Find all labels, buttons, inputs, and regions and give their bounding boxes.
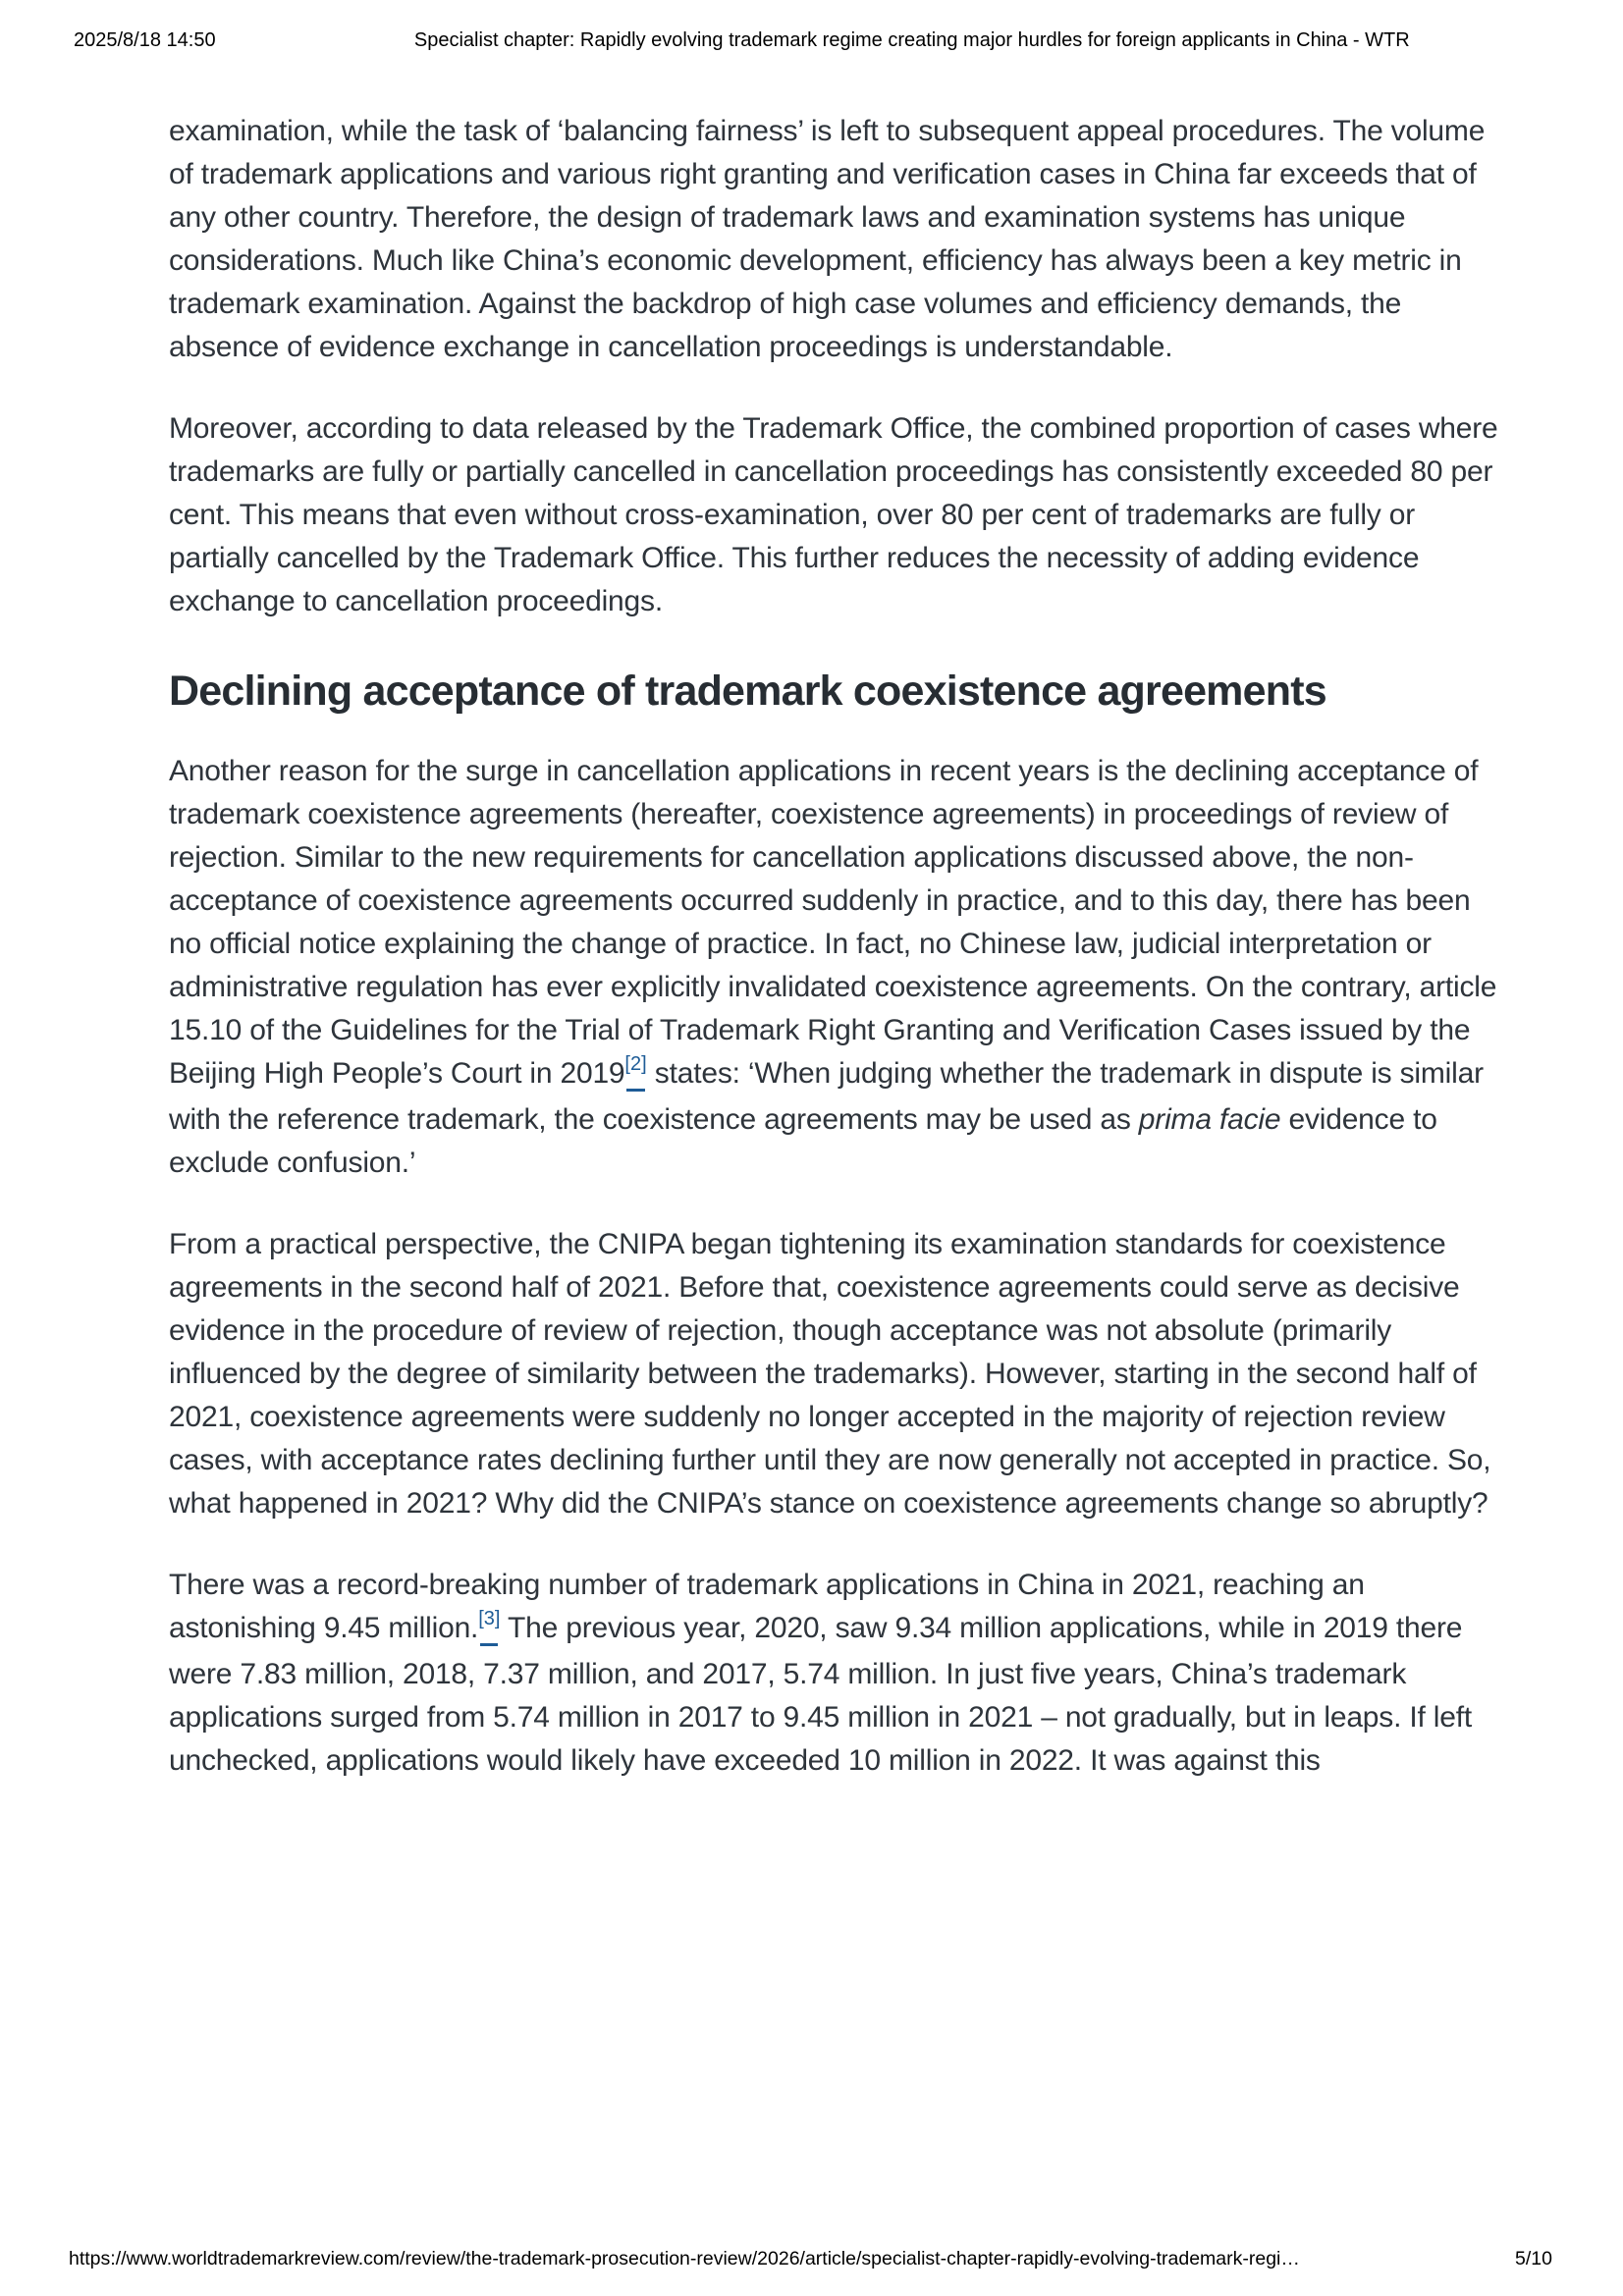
source-url: https://www.worldtrademarkreview.com/review/the-trademark-prosecution-review/2026/article/specialist-chapter-rapidly-evolving-trademark-regi… <box>69 2248 1300 2269</box>
document-title: Specialist chapter: Rapidly evolving trademark regime creating major hurdles for foreign applicants in China - WTR <box>413 29 1410 51</box>
paragraph: examination, while the task of ‘balancing fairness’ is left to subsequent appeal procedures. The volume of trademark applications and various right granting and verification cases in China far exceeds that of any other country. Therefore, the design of trademark laws and examination systems has unique considerations. Much like China’s economic development, efficiency has always been a key metric in trademark examination. Against the backdrop of high case volumes and efficiency demands, the absence of evidence exchange in cancellation proceedings is understandable. <box>169 115 1486 363</box>
section-heading: Declining acceptance of trademark coexistence agreements <box>169 667 1326 715</box>
print-datetime: 2025/8/18 14:50 <box>74 29 216 51</box>
paragraph: There was a record-breaking number of trademark applications in China in 2021, reaching an astonishing 9.45 million.[3] The previous year, 2020, saw 9.34 million applications, while in 2019 there were 7.83 million, 2018, 7.37 million, and 2017, 5.74 million. In just five years, China’s trademark applications surged from 5.74 million in 2017 to 9.45 million in 2021 – not gradually, but in leaps. If left unchecked, applications would likely have exceeded 10 million in 2022. It was against this <box>169 1569 1472 1777</box>
page-number: 5/10 <box>1515 2248 1552 2269</box>
paragraph: Another reason for the surge in cancellation applications in recent years is the declining acceptance of trademark coexistence agreements (hereafter, coexistence agreements) in proceedings of review of rejection. Similar to the new requirements for cancellation applications discussed above, the non-acceptance of coexistence agreements occurred suddenly in practice, and to this day, there has been no official notice explaining the change of practice. In fact, no Chinese law, judicial interpretation or administrative regulation has ever explicitly invalidated coexistence agreements. On the contrary, article 15.10 of the Guidelines for the Trial of Trademark Right Granting and Verification Cases issued by the Beijing High People’s Court in 2019[2] states: ‘When judging whether the trademark in dispute is similar with the reference trademark, the coexistence agreements may be used as prima facie evidence to exclude confusion.’ <box>169 755 1497 1179</box>
footnote-link[interactable]: [3] <box>478 1608 501 1629</box>
footnote-link[interactable]: [2] <box>624 1053 647 1075</box>
paragraph: Moreover, according to data released by the Trademark Office, the combined proportion of cases where trademarks are fully or partially cancelled in cancellation proceedings has consistently exceeded 80 per cent. This means that even without cross-examination, over 80 per cent of trademarks are fully or partially cancelled by the Trademark Office. This further reduces the necessity of adding evidence exchange to cancellation proceedings. <box>169 412 1498 617</box>
paragraph: From a practical perspective, the CNIPA began tightening its examination standards for coexistence agreements in the second half of 2021. Before that, coexistence agreements could serve as decisive evidence in the procedure of review of rejection, though acceptance was not absolute (primarily influenced by the degree of similarity between the trademarks). However, starting in the second half of 2021, coexistence agreements were suddenly no longer accepted in the majority of rejection review cases, with acceptance rates declining further until they are now generally not accepted in practice. So, what happened in 2021? Why did the CNIPA’s stance on coexistence agreements change so abruptly? <box>169 1228 1491 1520</box>
print-footer <box>69 2248 1552 2270</box>
print-header <box>74 29 1549 52</box>
article-body <box>169 110 1506 1821</box>
italic-text: prima facie <box>1138 1103 1281 1136</box>
